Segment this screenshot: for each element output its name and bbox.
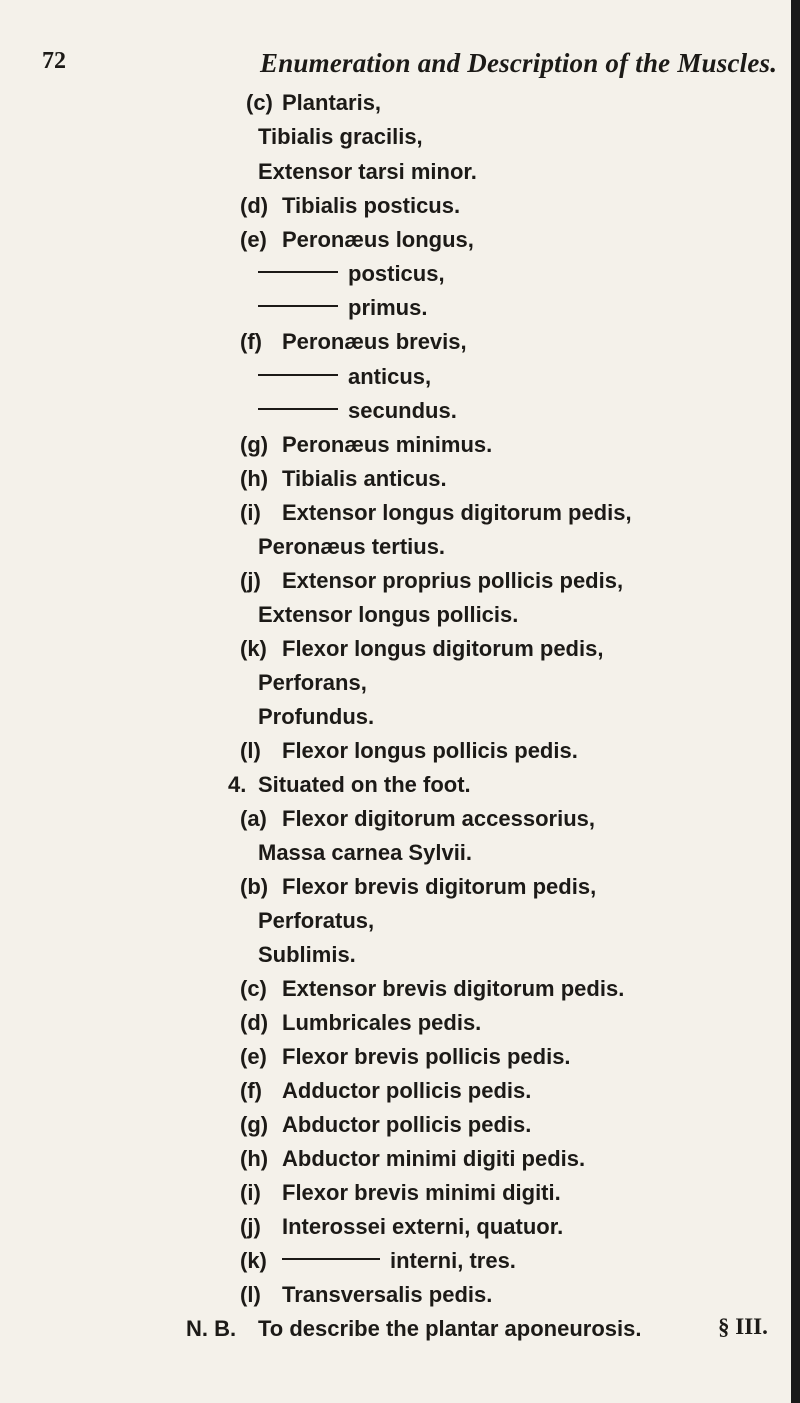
ditto-dash bbox=[258, 408, 338, 410]
page-header bbox=[42, 48, 782, 88]
ditto-dash bbox=[258, 271, 338, 273]
page-edge bbox=[791, 0, 800, 1403]
page-number: 72 bbox=[42, 48, 66, 74]
ditto-dash bbox=[258, 374, 338, 376]
section-marker: § III. bbox=[718, 1314, 768, 1339]
book-page: 72 Enumeration and Description of the Muscles. (c) Plantaris, Tibialis gracilis, Extensor tarsi minor. (d) Tibialis posticus. (e) Peronæus longus, posticus, primus. (f) Peronæus brevis, anticus, secundus. (g) Peronæus minimus. (h) Tibialis anticus. (i) Extensor longus digitorum pedis, Peronæus tertius. (j) Extensor proprius pollicis pedis, Extensor longus pollicis. (k) Flexor longus digitorum pedis, Perforans, Profundus. (l) Flexor longus pollicis pedis. 4. Situated on the foot. (a) Flexor digitorum accessorius, Massa carnea Sylvii. (b) Flexor brevis digitorum pedis, Perforatus, Sublimis. (c) Extensor brevis digitorum pedis. (d) Lumbricales pedis. (e) Flexor brevis pollicis pedis. (f) Adductor pollicis pedis. (g) Abductor pollicis pedis. (h) Abductor minimi digiti pedis. (i) Flexor brevis minimi digiti. (j) Interossei externi, quatuor. (k) interni, tres. (l) Transversalis pedis. N. B. To describe the plantar aponeurosis. § III. bbox=[0, 0, 800, 1403]
ditto-dash bbox=[282, 1258, 380, 1260]
running-title: Enumeration and Description of the Muscles. bbox=[260, 48, 778, 78]
ditto-dash bbox=[258, 305, 338, 307]
